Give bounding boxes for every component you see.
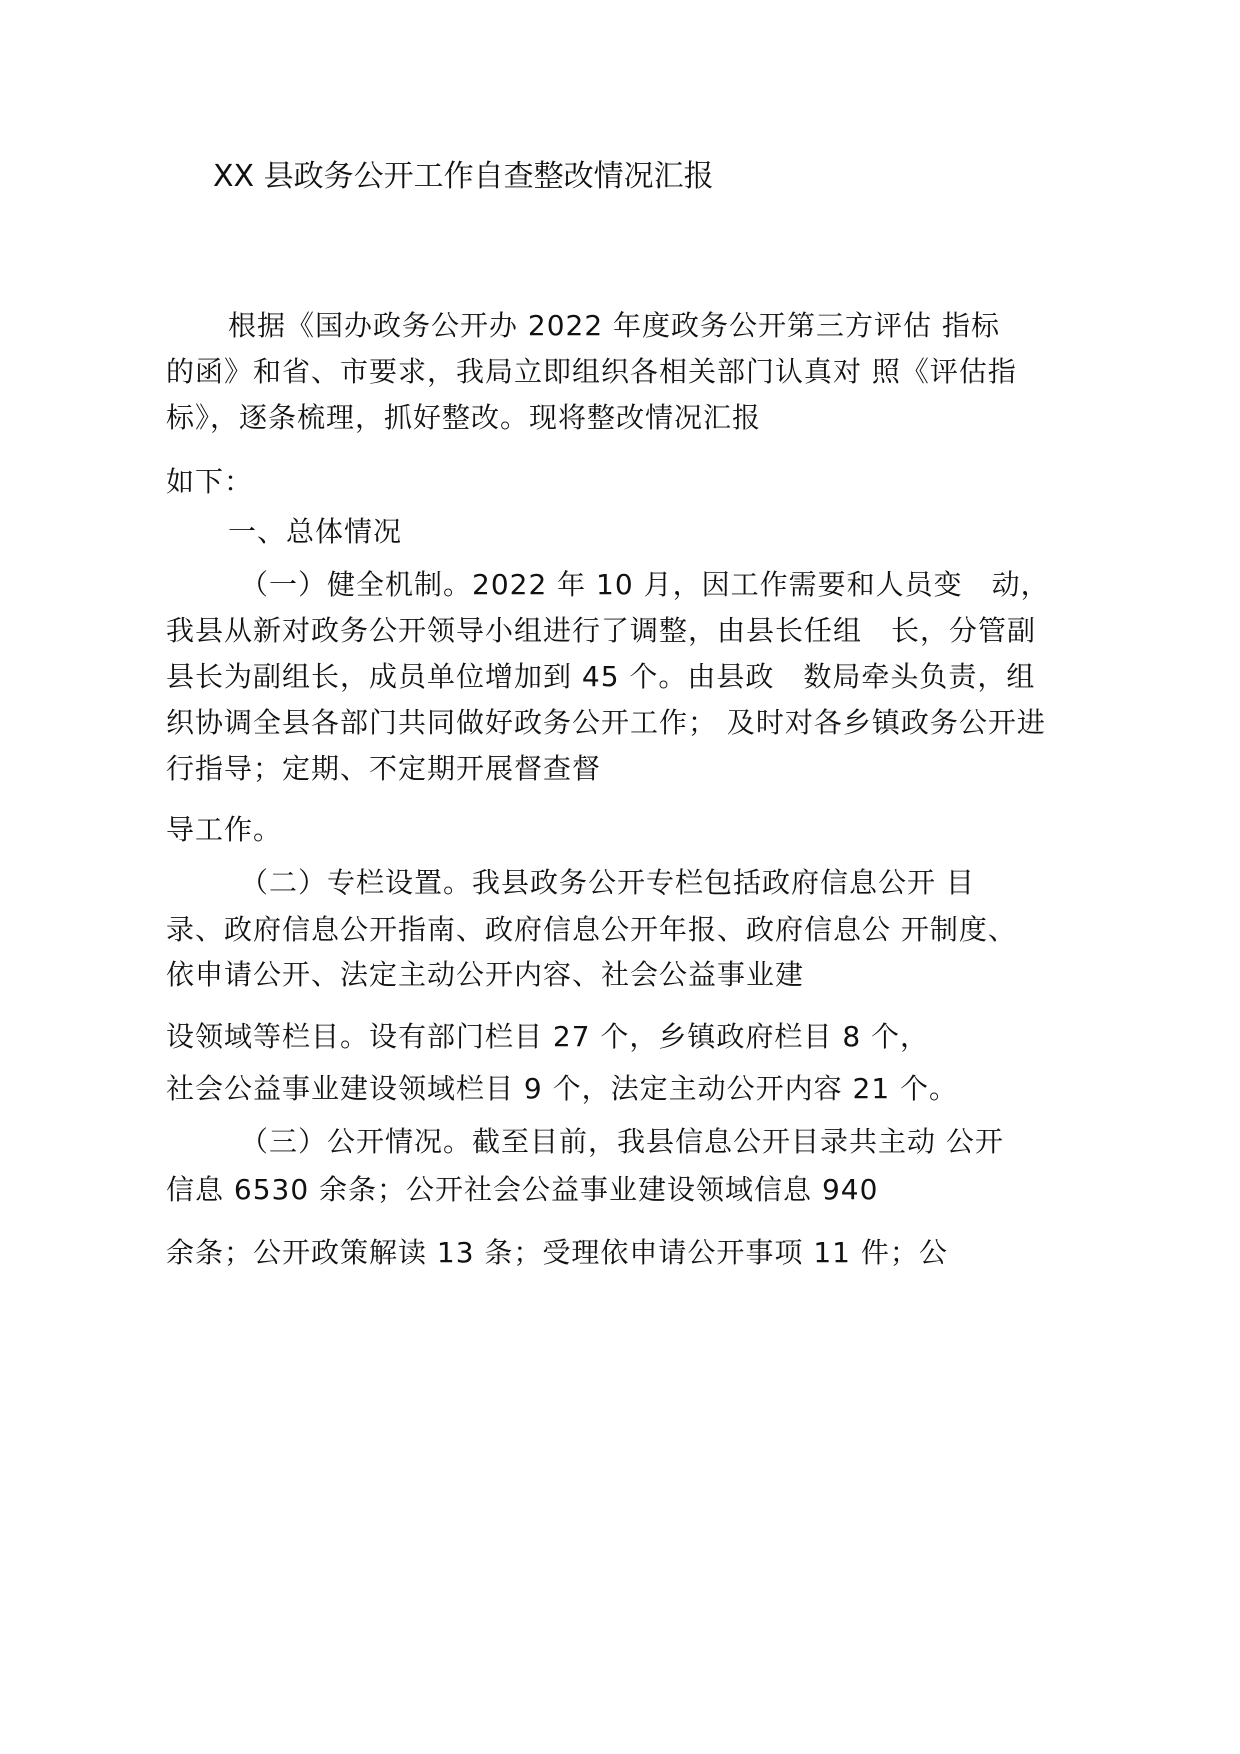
paragraph-line: 的函》和省、市要求，我局立即组织各相关部门认真对 照《评估指: [166, 355, 1017, 388]
paragraph-line: 根据《国办政务公开办 2022 年度政务公开第三方评估 指标: [228, 309, 1000, 342]
paragraph-line: 依申请公开、法定主动公开内容、社会公益事业建: [166, 958, 805, 991]
paragraph-line: 录、政府信息公开指南、政府信息公开年报、政府信息公 开制度、: [166, 913, 1017, 946]
paragraph-line: 信息 6530 余条；公开社会公益事业建设领域信息 940: [166, 1173, 879, 1206]
paragraph-line: 余条；公开政策解读 13 条；受理依申请公开事项 11 件；公: [166, 1236, 948, 1269]
paragraph-line: （二）专栏设置。我县政务公开专栏包括政府信息公开 目: [240, 866, 975, 899]
paragraph-line: 行指导；定期、不定期开展督查督: [166, 752, 602, 785]
paragraph-line: 如下：: [166, 465, 254, 498]
paragraph-line: （一）健全机制。2022 年 10 月，因工作需要和人员变 动，: [240, 568, 1050, 601]
paragraph-line: （三）公开情况。截至目前，我县信息公开目录共主动 公开: [240, 1125, 1004, 1158]
paragraph-line: 设领域等栏目。设有部门栏目 27 个，乡镇政府栏目 8 个，: [166, 1020, 930, 1053]
paragraph-line: 县长为副组长，成员单位增加到 45 个。由县政 数局牵头负责，组: [166, 660, 1036, 693]
paragraph-line: 导工作。: [166, 813, 283, 846]
paragraph-line: 社会公益事业建设领域栏目 9 个，法定主动公开内容 21 个。: [166, 1072, 959, 1105]
paragraph-line: 我县从新对政务公开领导小组进行了调整，由县长任组 长，分管副: [166, 614, 1037, 647]
section-heading: 一、总体情况: [228, 515, 403, 548]
document-title: XX 县政务公开工作自查整改情况汇报: [213, 159, 714, 194]
paragraph-line: 织协调全县各部门共同做好政务公开工作； 及时对各乡镇政务公开进: [166, 706, 1046, 739]
paragraph-line: 标》，逐条梳理，抓好整改。现将整改情况汇报: [166, 401, 762, 434]
